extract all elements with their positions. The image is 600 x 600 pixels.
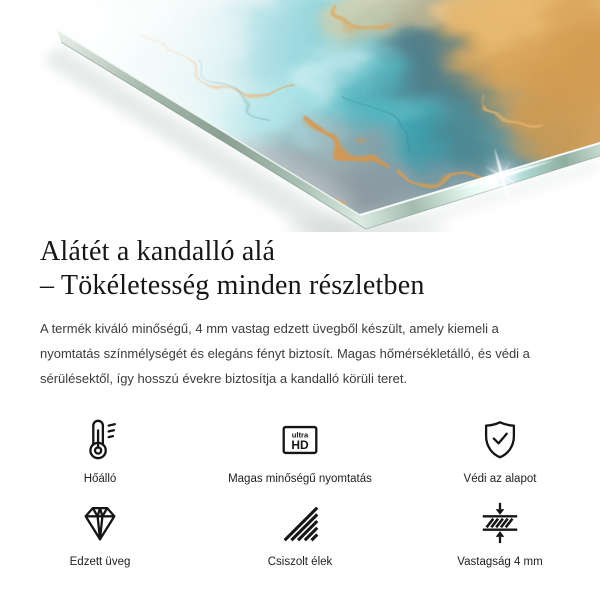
glass-panel-illustration: [0, 0, 600, 232]
feature-label: Védi az alapot: [463, 472, 537, 485]
svg-text:HD: HD: [291, 438, 309, 453]
feature-label: Vastagság 4 mm: [457, 555, 543, 568]
feature-label: Csiszolt élek: [267, 555, 333, 568]
feature-grid: [0, 417, 600, 568]
polished-edges-icon: [277, 500, 323, 547]
ultra-hd-icon: [277, 417, 323, 464]
shield-check-icon: [477, 417, 523, 464]
product-description-section: [0, 235, 600, 392]
page-title: [40, 235, 560, 303]
feature-tempered-glass: [0, 500, 200, 568]
feature-print-quality: [200, 417, 400, 485]
title-line-2: – Tökéletesség minden részletben: [40, 269, 425, 301]
thermometer-icon: [77, 417, 123, 464]
product-image: [0, 0, 600, 232]
feature-label: Edzett üveg: [69, 555, 131, 568]
feature-polished-edges: [200, 500, 400, 568]
feature-heat-resistant: [0, 417, 200, 485]
diamond-icon: [77, 500, 123, 547]
svg-text:ultra: ultra: [291, 430, 309, 440]
title-line-1: Alátét a kandalló alá: [40, 236, 276, 267]
product-description-text: A termék kiváló minőségű, 4 mm vastag edzett üvegből készült, amely kiemeli a nyomtatás színmélységét és elegáns fényt biztosít. Magas hőmérsékletálló, és védi a sérülésektől, így hosszú évekre biztosítja a kandalló körüli teret.: [40, 320, 530, 387]
thickness-arrows-icon: [477, 500, 523, 547]
feature-label: Magas minőségű nyomtatás: [228, 472, 372, 485]
feature-protects-base: [400, 417, 600, 485]
feature-label: Hőálló: [83, 472, 117, 485]
feature-thickness: [400, 500, 600, 568]
